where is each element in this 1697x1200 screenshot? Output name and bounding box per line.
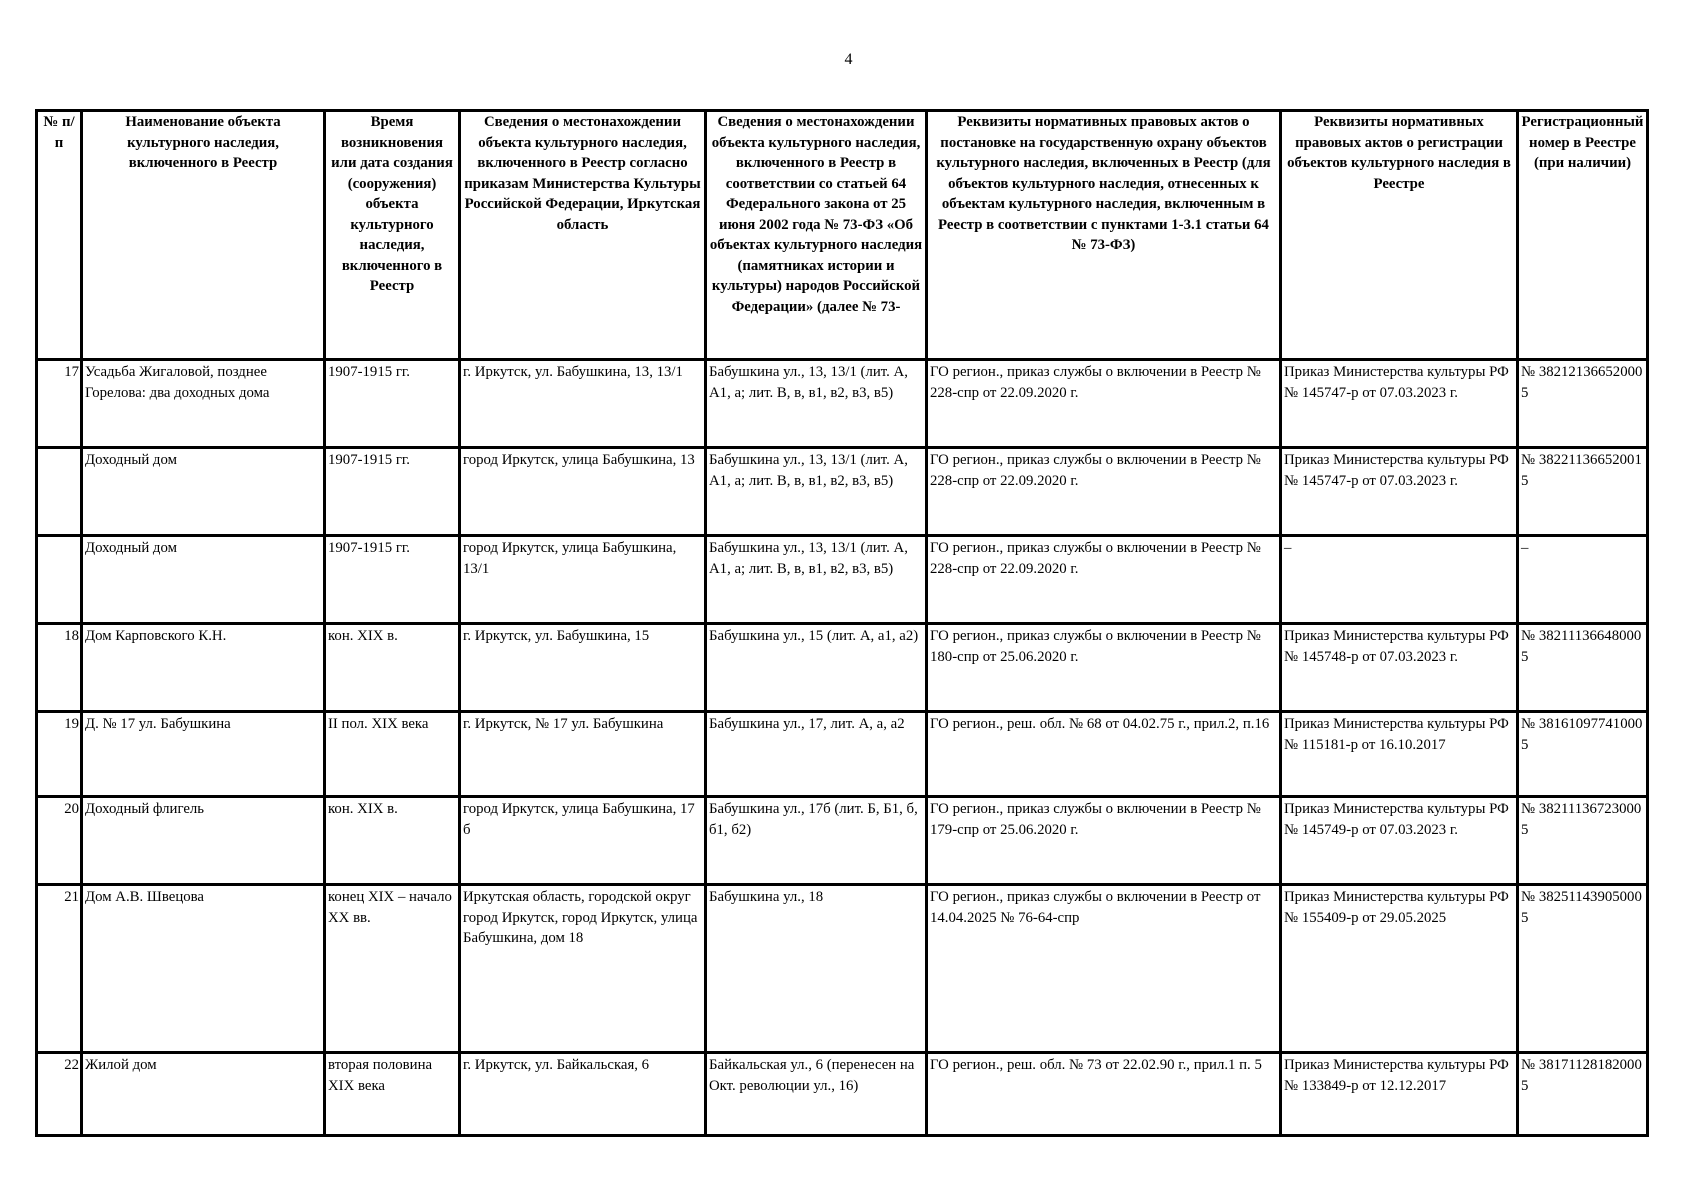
cell-location-law: Бабушкина ул., 17б (лит. Б, Б1, б, б1, б2) (706, 797, 927, 885)
cell-registration-act: Приказ Министерства культуры РФ № 145748-р от 07.03.2023 г. (1281, 624, 1518, 712)
cell-number: 19 (37, 712, 82, 797)
table-row (37, 536, 1648, 624)
cell-registration-act: Приказ Министерства культуры РФ № 145749-р от 07.03.2023 г. (1281, 797, 1518, 885)
cell-registration-act: Приказ Министерства культуры РФ № 155409-р от 29.05.2025 (1281, 885, 1518, 1053)
cell-creation-date: 1907-1915 гг. (325, 360, 460, 448)
cell-registration-number: – (1518, 536, 1648, 624)
cell-location-order: г. Иркутск, ул. Байкальская, 6 (460, 1053, 706, 1136)
cell-object-name: Жилой дом (82, 1053, 325, 1136)
cell-location-order: г. Иркутск, № 17 ул. Бабушкина (460, 712, 706, 797)
cell-number: 21 (37, 885, 82, 1053)
cell-location-law: Байкальская ул., 6 (перенесен на Окт. революции ул., 16) (706, 1053, 927, 1136)
cell-number: 17 (37, 360, 82, 448)
cell-registration-number: № 382511439050005 (1518, 885, 1648, 1053)
cell-protection-act: ГО регион., реш. обл. № 73 от 22.02.90 г., прил.1 п. 5 (927, 1053, 1281, 1136)
cell-registration-number: № 381610977410005 (1518, 712, 1648, 797)
cell-registration-number: № 381711281820005 (1518, 1053, 1648, 1136)
header-registration-number: Регистрационный номер в Реестре (при наличии) (1518, 111, 1648, 360)
header-creation-date: Время возникновения или дата создания (сооружения) объекта культурного наследия, включенного в Реестр (325, 111, 460, 360)
cell-number: 18 (37, 624, 82, 712)
header-number: № п/п (37, 111, 82, 360)
header-location-order: Сведения о местонахождении объекта культурного наследия, включенного в Реестр согласно приказам Министерства Культуры Российской Федерации, Иркутская область (460, 111, 706, 360)
cell-creation-date: кон. XIX в. (325, 797, 460, 885)
cell-creation-date: конец XIX – начало XX вв. (325, 885, 460, 1053)
cell-protection-act: ГО регион., приказ службы о включении в Реестр № 228-спр от 22.09.2020 г. (927, 536, 1281, 624)
cell-protection-act: ГО регион., приказ службы о включении в Реестр № 179-спр от 25.06.2020 г. (927, 797, 1281, 885)
cell-registration-number: № 382111367230005 (1518, 797, 1648, 885)
cell-creation-date: 1907-1915 гг. (325, 448, 460, 536)
cell-location-order: город Иркутск, улица Бабушкина, 13 (460, 448, 706, 536)
header-location-law: Сведения о местонахождении объекта культурного наследия, включенного в Реестр в соответствии со статьей 64 Федерального закона от 25 июня 2002 года № 73-ФЗ «Об объектах культурного наследия (памятниках истории и культуры) народов Российской Федерации» (далее № 73- (706, 111, 927, 360)
cell-location-order: Иркутская область, городской округ город Иркутск, город Иркутск, улица Бабушкина, дом 18 (460, 885, 706, 1053)
cell-location-order: г. Иркутск, ул. Бабушкина, 13, 13/1 (460, 360, 706, 448)
cell-protection-act: ГО регион., реш. обл. № 68 от 04.02.75 г., прил.2, п.16 (927, 712, 1281, 797)
cell-protection-act: ГО регион., приказ службы о включении в Реестр № 180-спр от 25.06.2020 г. (927, 624, 1281, 712)
cell-protection-act: ГО регион., приказ службы о включении в Реестр от 14.04.2025 № 76-64-спр (927, 885, 1281, 1053)
table-row (37, 797, 1648, 885)
cell-object-name: Дом А.В. Швецова (82, 885, 325, 1053)
cell-creation-date: кон. XIX в. (325, 624, 460, 712)
cell-registration-act: Приказ Министерства культуры РФ № 115181-р от 16.10.2017 (1281, 712, 1518, 797)
page-number: 4 (844, 51, 853, 68)
cell-object-name: Усадьба Жигаловой, позднее Горелова: два доходных дома (82, 360, 325, 448)
table-header-row (37, 111, 1648, 360)
cell-location-law: Бабушкина ул., 13, 13/1 (лит. А, А1, а; лит. В, в, в1, в2, в3, в5) (706, 360, 927, 448)
cell-number: 22 (37, 1053, 82, 1136)
cell-object-name: Доходный дом (82, 536, 325, 624)
table-row (37, 360, 1648, 448)
cell-registration-number: № 382211366520015 (1518, 448, 1648, 536)
table-row (37, 448, 1648, 536)
table-row (37, 712, 1648, 797)
cell-protection-act: ГО регион., приказ службы о включении в Реестр № 228-спр от 22.09.2020 г. (927, 448, 1281, 536)
cell-location-law: Бабушкина ул., 18 (706, 885, 927, 1053)
header-object-name: Наименование объекта культурного наследия, включенного в Реестр (82, 111, 325, 360)
cell-location-law: Бабушкина ул., 15 (лит. А, а1, а2) (706, 624, 927, 712)
cell-creation-date: II пол. XIX века (325, 712, 460, 797)
cell-creation-date: 1907-1915 гг. (325, 536, 460, 624)
table-row (37, 885, 1648, 1053)
cell-location-order: город Иркутск, улица Бабушкина, 13/1 (460, 536, 706, 624)
cell-location-law: Бабушкина ул., 13, 13/1 (лит. А, А1, а; лит. В, в, в1, в2, в3, в5) (706, 536, 927, 624)
cell-number: 20 (37, 797, 82, 885)
cell-registration-act: Приказ Министерства культуры РФ № 133849-р от 12.12.2017 (1281, 1053, 1518, 1136)
cell-protection-act: ГО регион., приказ службы о включении в Реестр № 228-спр от 22.09.2020 г. (927, 360, 1281, 448)
cell-registration-act: Приказ Министерства культуры РФ № 145747-р от 07.03.2023 г. (1281, 448, 1518, 536)
table-row (37, 1053, 1648, 1136)
cell-number (37, 448, 82, 536)
cell-object-name: Доходный дом (82, 448, 325, 536)
table-row (37, 624, 1648, 712)
cell-registration-act: – (1281, 536, 1518, 624)
cell-registration-number: № 382111366480005 (1518, 624, 1648, 712)
header-protection-act: Реквизиты нормативных правовых актов о постановке на государственную охрану объектов культурного наследия, включенных в Реестр (для объектов культурного наследия, отнесенных к объектам культурного наследия, включенным в Реестр в соответствии с пунктами 1-3.1 статьи 64 № 73-ФЗ) (927, 111, 1281, 360)
cell-creation-date: вторая половина XIX века (325, 1053, 460, 1136)
cell-location-order: город Иркутск, улица Бабушкина, 17 б (460, 797, 706, 885)
cell-registration-act: Приказ Министерства культуры РФ № 145747-р от 07.03.2023 г. (1281, 360, 1518, 448)
cell-object-name: Доходный флигель (82, 797, 325, 885)
cell-location-law: Бабушкина ул., 17, лит. А, а, а2 (706, 712, 927, 797)
cell-object-name: Дом Карповского К.Н. (82, 624, 325, 712)
header-registration-act: Реквизиты нормативных правовых актов о регистрации объектов культурного наследия в Реестре (1281, 111, 1518, 360)
cell-registration-number: № 382121366520005 (1518, 360, 1648, 448)
cell-location-order: г. Иркутск, ул. Бабушкина, 15 (460, 624, 706, 712)
cell-location-law: Бабушкина ул., 13, 13/1 (лит. А, А1, а; лит. В, в, в1, в2, в3, в5) (706, 448, 927, 536)
cell-object-name: Д. № 17 ул. Бабушкина (82, 712, 325, 797)
cell-number (37, 536, 82, 624)
heritage-registry-table (35, 109, 1649, 1137)
